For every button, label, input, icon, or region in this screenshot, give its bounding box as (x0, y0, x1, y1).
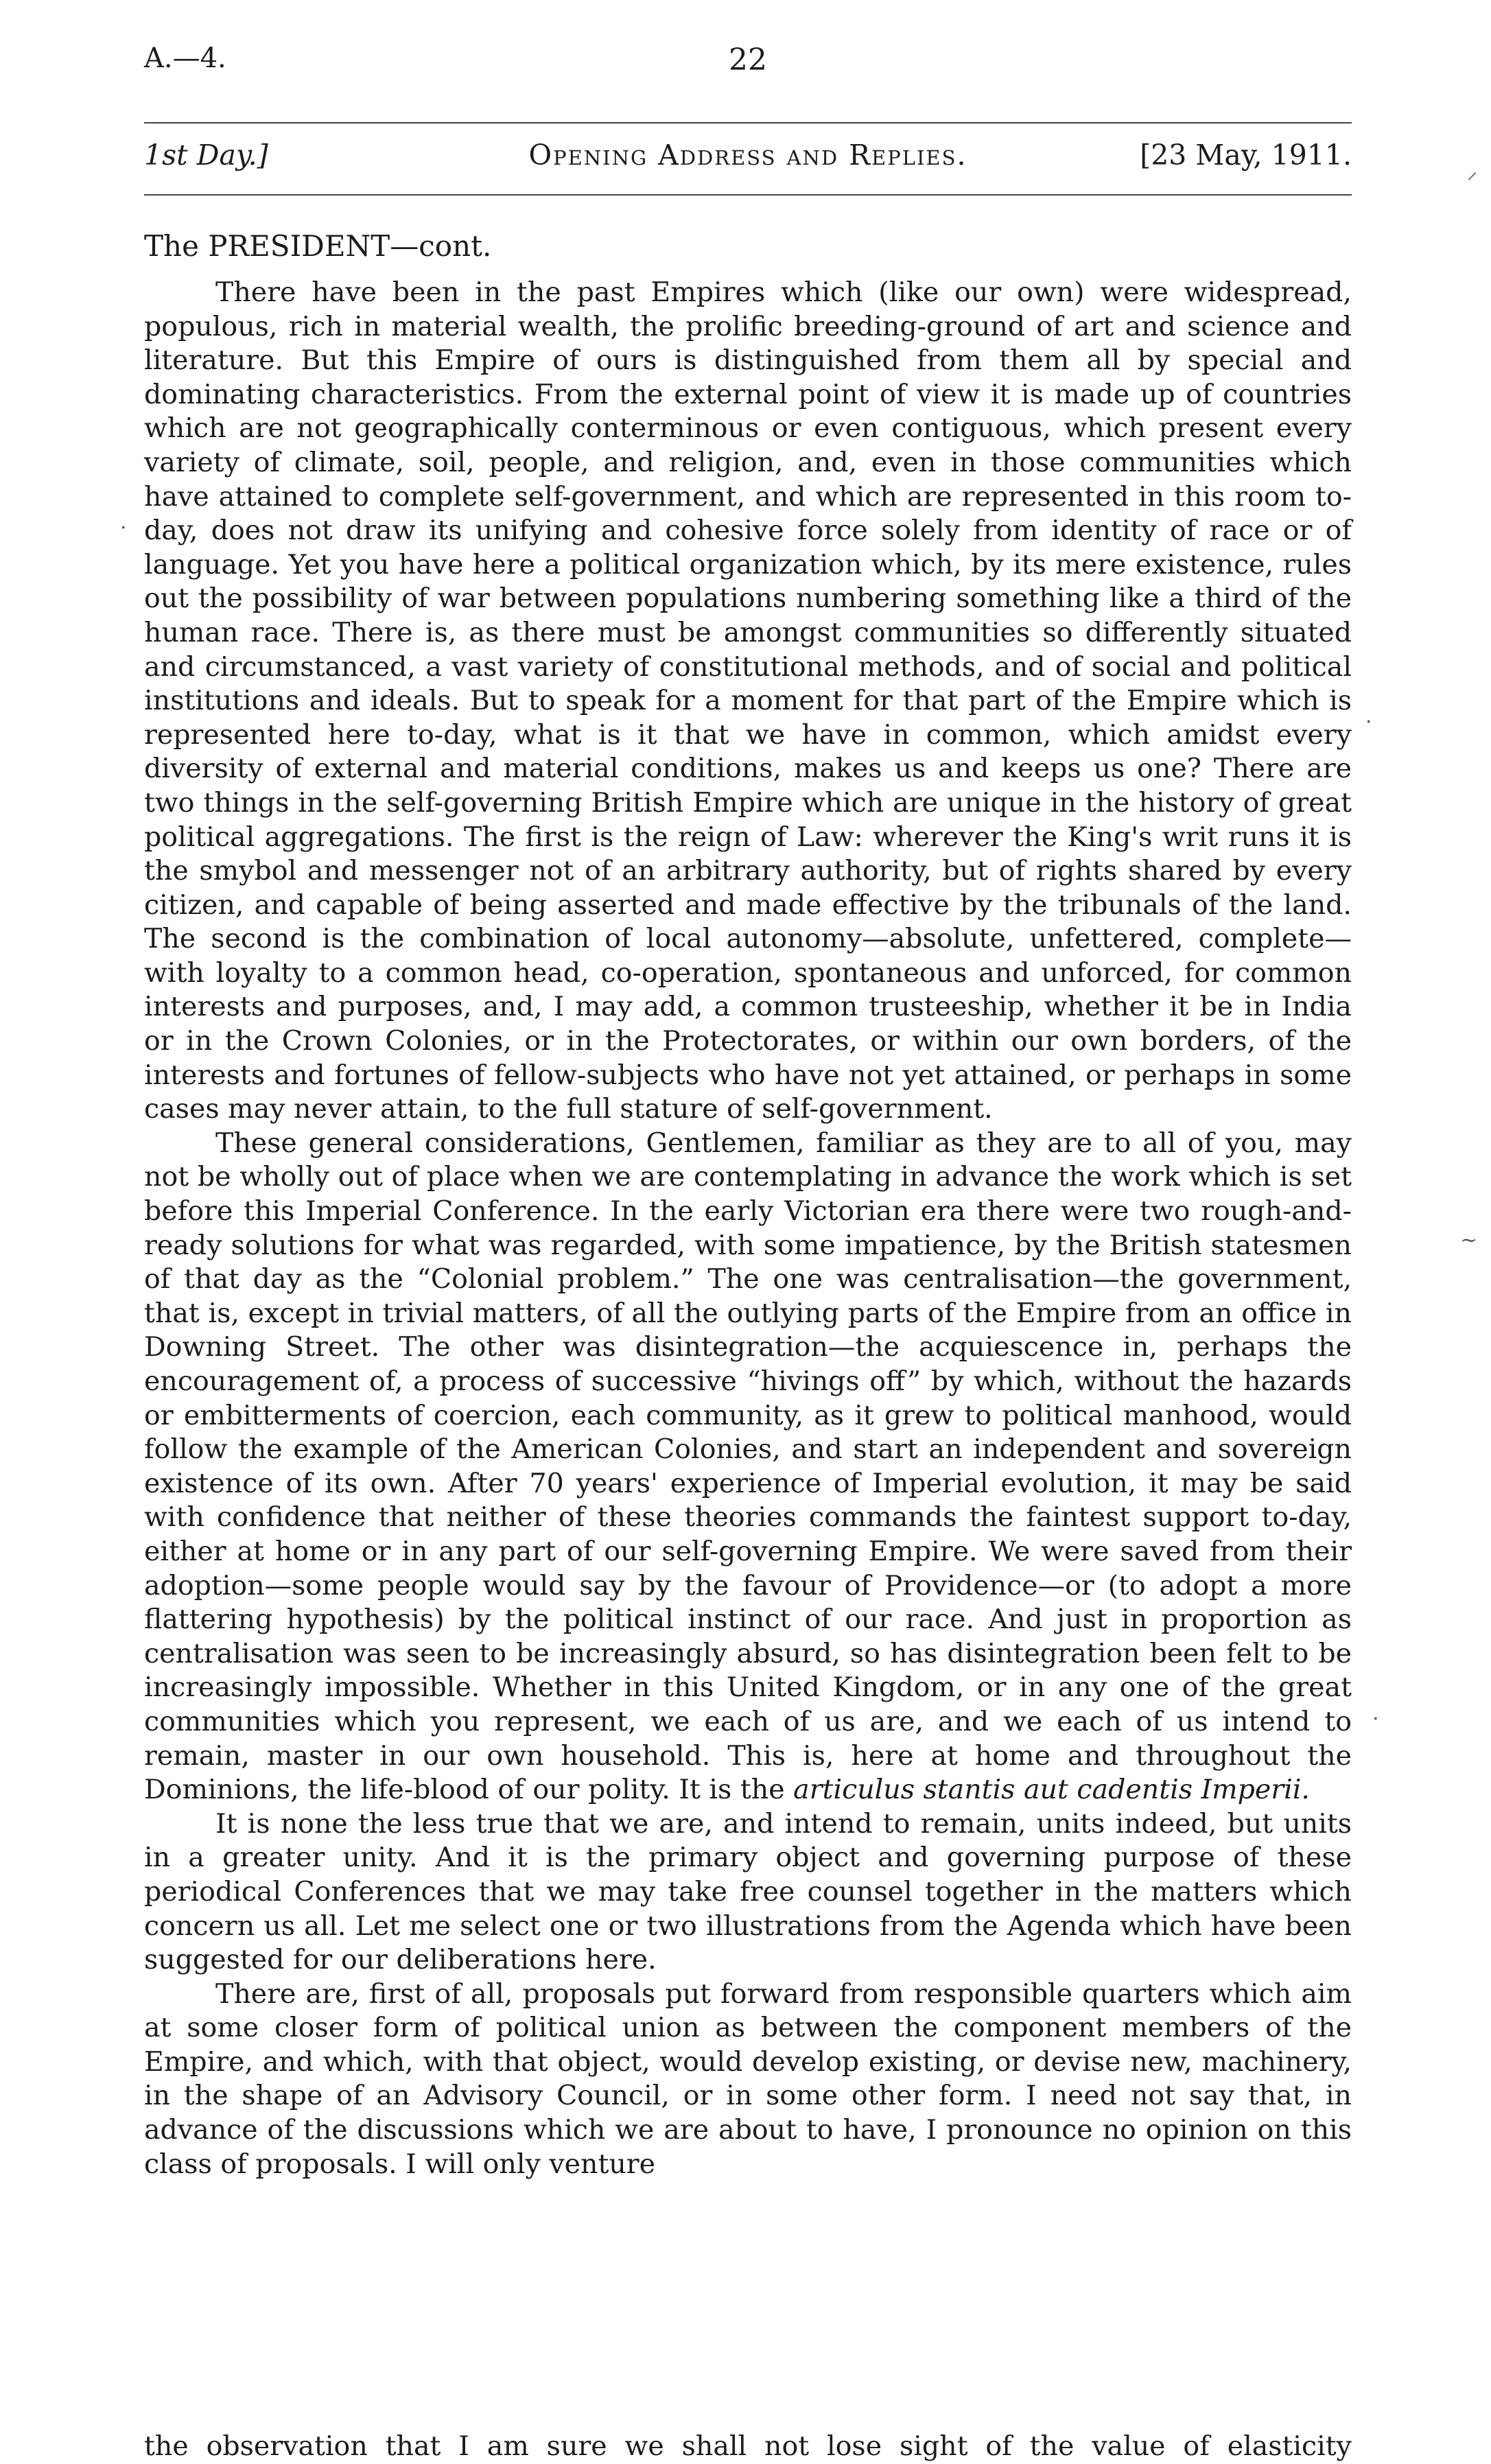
paragraph: There are, first of all, proposals put forward from responsible quarters which aim at some closer form of political union as between the component members of the Empire, and which, with that object, would develop existing, or devise new, machinery, in the shape of an Advisory Council, or in some other form. I need not say that, in advance of the discussions which we are about to have, I pronounce no opinion on this class of proposals. I will only venture (144, 1978, 1352, 2180)
margin-mark: · (1365, 710, 1372, 734)
header-rule-bottom (144, 194, 1352, 196)
margin-mark: · (1372, 1707, 1379, 1731)
top-row (144, 43, 1352, 84)
page-number: 22 (729, 43, 767, 78)
speaker-heading: The PRESIDENT—cont. (144, 229, 492, 263)
running-header (144, 139, 1352, 180)
paragraph: There have been in the past Empires which (like our own) were widespread, populous, rich in material wealth, the prolific breeding-ground of art and science and literature. But this Empire of ours is distinguished from them all by special and dominating characteristics. From the external point of view it is made up of countries which are not geographically conterminous or even contiguous, which present every variety of climate, soil, people, and religion, and, even in those communities which have attained to complete self-government, and which are represented in this room to-day, does not draw its unifying and cohesive force solely from identity of race or of language. Yet you have here a political organization which, by its mere existence, rules out the possibility of war between populations numbering something like a third of the human race. There is, as there must be amongst communities so differently situated and circumstanced, a vast variety of constitutional methods, and of social and political institutions and ideals. But to speak for a moment for that part of the Empire which is represented here to-day, what is it that we have in common, which amidst every diversity of external and material conditions, makes us and keeps us one? There are two things in the self-governing British Empire which are unique in the history of great political aggregations. The first is the reign of Law: wherever the King's writ runs it is the smybol and messenger not of an arbitrary authority, but of rights shared by every citizen, and capable of being asserted and made effective by the tribunals of the land. The second is the combination of local autonomy—absolute, unfettered, complete—with loyalty to a common head, co-operation, spontaneous and unforced, for common interests and purposes, and, I may add, a common trusteeship, whether it be in India or in the Crown Colonies, or in the Protectorates, or within our own borders, of the interests and fortunes of fellow-subjects who have not yet attained, or perhaps in some cases may never attain, to the full stature of self-government. (144, 277, 1352, 1125)
paragraph: These general considerations, Gentlemen, familiar as they are to all of you, may not be wholly out of place when we are contemplating in advance the work which is set before this Imperial Conference. In the early Victorian era there were two rough-and-ready solutions for what was regarded, with some impatience, by the British statesmen of that day as the “Colonial problem.” The one was centralisation—the government, that is, except in trivial matters, of all the outlying parts of the Empire from an office in Downing Street. The other was disintegration—the acquiescence in, perhaps the encouragement of, a process of successive “hivings off” by which, without the hazards or embitterments of coercion, each community, as it grew to political manhood, would follow the example of the American Colonies, and start an independent and sovereign existence of its own. After 70 years' experience of Imperial evolution, it may be said with confidence that neither of these theories commands the faintest support to-day, either at home or in any part of our self-governing Empire. We were saved from their adoption—some people would say by the favour of Providence—or (to adopt a more flattering hypothesis) by the political instinct of our race. And just in proportion as centralisation was seen to be increasingly absurd, so has disintegration been felt to be increasingly impossible. Whether in this United Kingdom, or in any one of the great communities which you represent, we each of us are, and we each of us intend to remain, master in our own household. This is, here at home and throughout the Dominions, the life-blood of our polity. It is the articulus stantis aut cadentis Imperii. (144, 1127, 1352, 1806)
latin-phrase: articulus stantis aut cadentis Imperii. (793, 1774, 1310, 1806)
day-label: 1st Day.] (144, 139, 268, 172)
margin-mark: ⸝ (1467, 160, 1477, 184)
section-title: Opening Address and Replies. (528, 139, 967, 172)
last-line: the observation that I am sure we shall not lose sight of the value of elasticity (144, 2430, 1352, 2462)
date-label: [23 May, 1911. (1140, 139, 1352, 172)
header-rule-top (144, 122, 1352, 124)
margin-mark: ~ (1460, 1228, 1478, 1252)
document-reference: A.—4. (144, 43, 226, 74)
body-text (144, 276, 1352, 2181)
paragraph: It is none the less true that we are, and intend to remain, units indeed, but units in a greater unity. And it is the primary object and governing purpose of these periodical Conferences that we may take free counsel together in the matters which concern us all. Let me select one or two illustrations from the Agenda which have been suggested for our deliberations here. (144, 1807, 1352, 1976)
margin-mark: · (120, 516, 127, 540)
